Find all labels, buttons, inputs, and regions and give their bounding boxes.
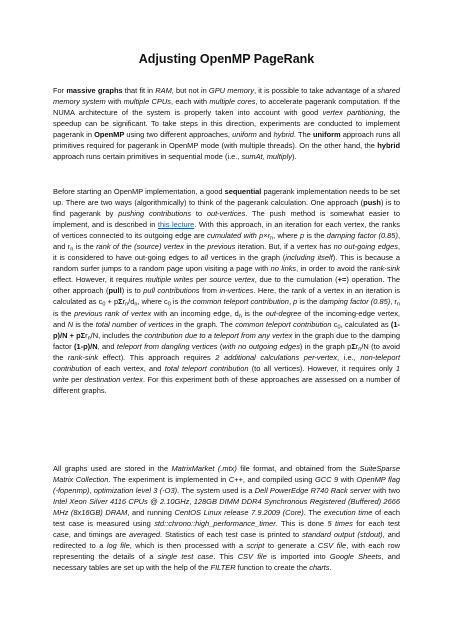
text-run: , and redirected to a: [53, 530, 401, 551]
text-run: . The: [303, 508, 324, 518]
text-run: , but not in: [171, 86, 209, 95]
text-run: r: [355, 341, 359, 351]
text-run: total teleport contribution: [164, 363, 249, 373]
text-run: hybrid: [273, 130, 294, 140]
text-run: ,: [189, 497, 194, 507]
text-run: effect. However, it requires: [53, 275, 146, 285]
text-run: with an incoming edge, d: [151, 308, 239, 318]
text-run: vertices in the graph (: [208, 253, 286, 263]
text-run: is the: [297, 297, 320, 307]
text-run: , and compiled using: [242, 475, 315, 485]
text-run: of each test case is measured using: [53, 508, 400, 529]
text-run: , and necessary tables are set up with the help of the: [53, 552, 400, 573]
text-run: GPU memory: [208, 86, 255, 95]
text-run: 5 times: [327, 519, 353, 529]
text-run: . Here, the rank of a vertex in an iteration is calculated as c: [53, 286, 401, 307]
text-run: n: [134, 301, 138, 308]
text-run: damping factor (0.85): [326, 231, 398, 241]
text-run: all: [200, 253, 209, 263]
text-run: , calculated as: [340, 319, 391, 329]
text-run: . The experiment is implemented in: [108, 475, 229, 485]
text-run: per: [68, 374, 85, 384]
text-run: teleport from dangling vertices: [116, 341, 218, 351]
text-run: effect). This approach requires: [98, 352, 216, 362]
lecture-link[interactable]: this lecture: [157, 220, 195, 230]
text-run: n: [358, 346, 362, 353]
text-run: (1-p)/N + p: [53, 319, 400, 340]
text-run: CSV file: [317, 541, 347, 551]
text-run: multiple writes: [145, 275, 194, 285]
text-run: . For this experiment both of these approaches are assessed on a number of different graphs.: [53, 374, 400, 395]
text-run: ).: [291, 152, 297, 162]
text-run: multiple CPUs: [123, 97, 171, 107]
text-run: CSV file: [237, 552, 267, 562]
text-run: c: [331, 319, 338, 329]
text-run: . The push method is somewhat easier to implement, and is described in: [53, 209, 400, 230]
text-run: contribution due to a teleport from any vertex: [144, 330, 293, 340]
text-run: n: [396, 301, 400, 308]
text-run: file format, and obtained from the: [236, 464, 360, 473]
text-run: , it is possible to take advantage of a: [254, 86, 378, 95]
text-run: , with each row representing the details of a: [53, 541, 400, 562]
text-run: Google Sheets: [329, 552, 382, 562]
text-run: multiple cores: [209, 97, 256, 107]
text-run: C++: [228, 475, 243, 485]
text-run: , it is considered to have out-going edges to: [53, 242, 401, 263]
text-run: , which is then processed with a: [129, 541, 247, 551]
text-run: is the: [304, 231, 327, 241]
page-title: Adjusting OpenMP PageRank: [138, 52, 315, 66]
text-run: uniform: [232, 130, 257, 140]
text-run: of each vertex, and: [91, 363, 165, 373]
text-run: is the: [73, 319, 96, 329]
text-run: ) is to find pagerank by: [53, 198, 400, 219]
text-run: is the: [73, 242, 97, 252]
text-run: n: [270, 235, 274, 242]
text-run: is the: [53, 308, 75, 318]
text-run: out-vertices: [206, 209, 246, 219]
text-run: rank-sink: [369, 264, 401, 274]
text-run: + p: [105, 297, 119, 307]
text-run: shared memory system: [53, 86, 400, 107]
text-run: FILTER: [210, 563, 236, 573]
text-run: pagerank implementation needs to be set up. There are two ways (algorithmically) to think of the pagerank calculation. One approach (: [53, 187, 400, 208]
text-run: , r: [390, 297, 397, 307]
text-run: MatrixMarket (.mtx): [171, 464, 237, 473]
text-run: r: [122, 297, 126, 307]
text-run: 0: [102, 301, 106, 308]
text-run: approach runs all primitives required for pagerank in OpenMP mode (with multiple threads). On the other hand, the: [53, 130, 401, 151]
text-run: sumAt, multiply: [241, 152, 292, 162]
text-run: in the graph. The: [173, 319, 236, 329]
text-run: /N, includes the: [90, 330, 145, 340]
text-run: N: [67, 319, 74, 329]
text-run: is imported into: [266, 552, 330, 562]
text-run: iteration. But, if a vertex has: [235, 242, 334, 252]
text-run: , each with: [170, 97, 210, 107]
text-run: previous rank of vertex: [74, 308, 152, 318]
text-run: .: [329, 563, 332, 573]
text-run: per: [193, 275, 210, 285]
text-run: with two: [370, 486, 401, 496]
text-run: Σ: [351, 341, 356, 351]
text-run: and: [256, 130, 274, 140]
text-run: OpenMP flag (-fopenmp): [53, 475, 400, 496]
text-run: cumulated with p×r: [206, 231, 271, 241]
text-run: no links: [270, 264, 297, 274]
text-run: ) operation. The other approach (: [53, 275, 400, 296]
paragraph-approaches: [53, 186, 400, 396]
text-run: . The system used is a: [177, 486, 255, 496]
text-run: p: [300, 231, 305, 241]
text-run: n: [125, 301, 129, 308]
text-run: charts: [309, 563, 330, 573]
text-run: sequential: [224, 187, 262, 196]
text-run: in-vertices: [219, 286, 254, 296]
text-run: , to accelerate pagerank computation. If the NUMA architecture of the system is properly taken into account with good: [53, 97, 401, 118]
text-run: CentOS Linux release 7.9.2009 (Core): [174, 508, 304, 518]
text-run: uniform: [312, 130, 341, 140]
text-run: 0: [167, 301, 171, 308]
text-run: SuiteSparse Matrix Collection: [53, 464, 401, 485]
text-run: massive graphs: [66, 86, 123, 95]
text-run: , and: [97, 341, 117, 351]
text-run: ) is to: [121, 286, 144, 296]
text-run: of the incoming-edge vertex, and: [53, 308, 400, 329]
text-run: , the speedup can be significant. To take steps in this direction, experiments are conducted to implement pagerank in: [53, 108, 400, 140]
text-run: Dell PowerEdge R740 Rack server: [254, 486, 371, 496]
text-run: . This: [213, 552, 238, 562]
text-run: single test case: [157, 552, 214, 562]
text-run: is: [170, 297, 181, 307]
text-run: , due to the cumulation (: [254, 275, 338, 285]
text-run: non-teleport contribution: [53, 352, 401, 373]
text-run: GCC 9: [314, 475, 339, 485]
text-run: damping factor (0.85): [319, 297, 391, 307]
text-run: 128GB DIMM DDR4 Synchronous Registered (Buffered) 2666 MHz (8x16GB) DRAM: [53, 497, 400, 518]
text-run: no out-going edges: [333, 242, 398, 252]
text-run: including itself: [285, 253, 333, 263]
text-run: destination vertex: [84, 374, 143, 384]
text-run: log file: [106, 541, 130, 551]
text-run: with no outgoing edges: [222, 341, 300, 351]
text-run: from: [199, 286, 220, 296]
text-run: rank of the (source) vertex: [96, 242, 185, 252]
text-run: , where c: [137, 297, 168, 307]
text-run: averaged: [129, 530, 161, 540]
text-run: , in order to avoid the: [296, 264, 370, 274]
text-run: . Statistics of each test case is printed to: [160, 530, 303, 540]
text-run: ) in the graph p: [299, 341, 352, 351]
text-run: function to create the: [235, 563, 310, 573]
text-run: common teleport contribution: [235, 319, 332, 329]
text-run: optimization level 3 (-O3): [93, 486, 178, 496]
text-run: . This is done: [275, 519, 328, 529]
text-run: . The: [293, 130, 313, 140]
text-run: vertex partitioning: [322, 108, 384, 118]
text-run: , where: [273, 231, 301, 241]
text-run: is the: [241, 308, 266, 318]
text-run: ,: [89, 486, 94, 496]
text-run: +=: [337, 275, 347, 285]
text-run: to generate a: [264, 541, 318, 551]
text-run: using two different approaches,: [124, 130, 233, 140]
text-run: All graphs used are stored in the: [53, 464, 172, 473]
text-run: (: [217, 341, 223, 351]
text-run: /N (to avoid the: [53, 341, 401, 362]
text-run: , and r: [53, 231, 401, 252]
text-run: p: [293, 297, 298, 307]
text-run: rank-sink: [67, 352, 99, 362]
text-run: /d: [128, 297, 135, 307]
text-run: n: [238, 313, 242, 320]
paragraph-intro: [53, 85, 400, 162]
text-run: n: [87, 335, 91, 342]
text-run: std::chrono::high_performance_timer: [154, 519, 276, 529]
text-run: in the graph due to the damping factor: [53, 330, 400, 351]
text-run: Before starting an OpenMP implementation, a good: [53, 187, 225, 196]
text-run: (1-p)/N: [74, 341, 98, 351]
text-run: pull contributions: [143, 286, 200, 296]
text-run: ,: [288, 297, 294, 307]
text-run: 2 additional calculations per-vertex: [215, 352, 338, 362]
text-run: the common teleport contribution: [180, 297, 289, 307]
text-run: execution time: [323, 508, 373, 518]
text-run: push: [363, 198, 381, 208]
text-run: total number of vertices: [95, 319, 174, 329]
text-run: n: [70, 246, 74, 253]
text-run: that fit in: [122, 86, 156, 95]
text-run: script: [246, 541, 265, 551]
text-run: standard output (stdout): [302, 530, 383, 540]
text-run: approach runs certain primitives in sequential mode (i.e.,: [53, 152, 242, 162]
text-run: pushing contributions: [118, 209, 192, 219]
text-run: out-degree: [265, 308, 302, 318]
text-run: with: [105, 97, 124, 107]
text-run: Intel Xeon Silver 4116 CPUs @ 2.10GHz: [53, 497, 190, 507]
text-run: pull: [108, 286, 122, 296]
text-run: for each test case, and timings are: [53, 519, 400, 540]
text-run: . With this approach, in an iteration for each vertex, the ranks of vertices connected to its outgoing edge are: [53, 220, 400, 241]
text-run: For: [53, 86, 67, 95]
text-run: ). This is because a random surfer jumps to a random page upon visiting a page with: [53, 253, 401, 274]
text-run: with: [338, 475, 357, 485]
text-run: (to all vertices). However, it requires only: [248, 363, 396, 373]
text-run: hybrid: [377, 141, 400, 151]
text-run: r: [85, 330, 88, 340]
text-run: 1 write: [53, 363, 400, 384]
text-run: RAM: [155, 86, 172, 95]
text-run: OpenMP: [94, 130, 125, 140]
paragraph-setup: [53, 463, 400, 573]
text-run: , i.e.,: [337, 352, 361, 362]
text-run: previous: [207, 242, 236, 252]
text-run: Σ: [80, 330, 86, 340]
text-run: in the: [184, 242, 208, 252]
text-run: source vertex: [209, 275, 255, 285]
text-run: Σ: [118, 297, 123, 307]
text-run: 0: [337, 324, 341, 331]
text-run: to: [191, 209, 207, 219]
text-run: , and running: [127, 508, 175, 518]
